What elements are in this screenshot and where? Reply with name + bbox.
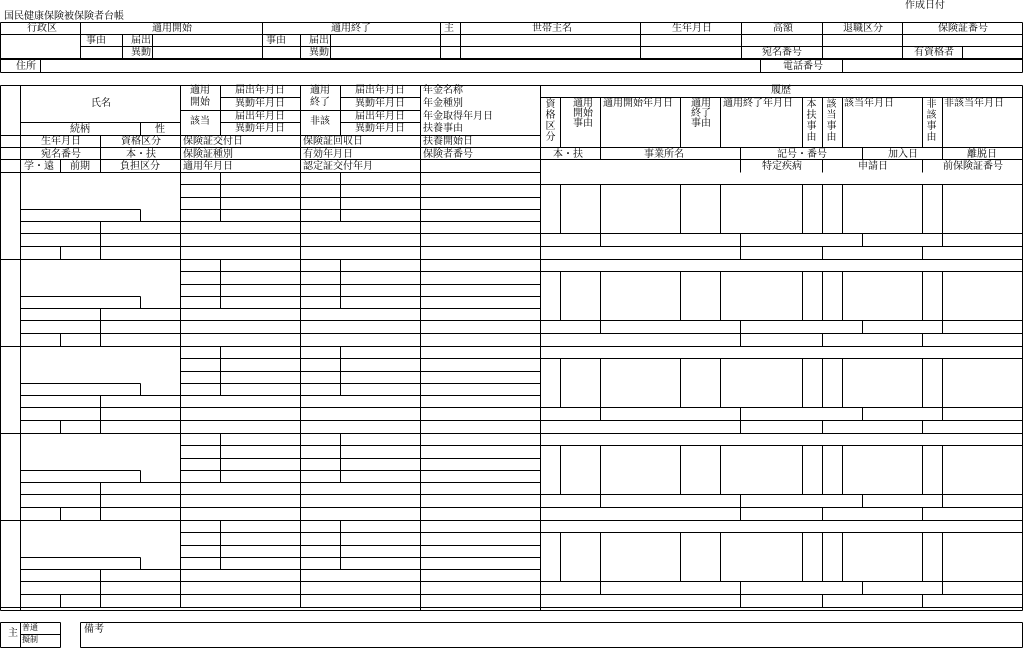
member-addressee-label: 宛名番号 <box>41 149 81 160</box>
form-title: 国民健康保険被保険者台帳 <box>4 11 124 22</box>
end-reason-label: 事由 <box>266 35 286 46</box>
member-birth-label: 生年月日 <box>41 136 81 147</box>
phone-label: 電話番号 <box>783 61 823 72</box>
hist-main-dep-reason: 本 扶 事 由 <box>806 99 817 143</box>
sex-label: 性 <box>155 124 165 135</box>
start-reason-label: 事由 <box>86 35 106 46</box>
card-recover-label: 保険証回収日 <box>303 136 363 147</box>
card-issue-label: 保険証交付日 <box>183 136 243 147</box>
remarks-label: 備考 <box>84 624 104 635</box>
history-title: 履歴 <box>771 85 791 96</box>
pension-type-label: 年金種別 <box>423 98 463 109</box>
hist-leave-date: 離脱日 <box>967 149 997 160</box>
apply-start-2: 開始 <box>190 97 210 108</box>
hist-not-app-date: 非該当年月日 <box>944 98 1004 109</box>
cert-issue-label: 認定証交付年月 <box>303 161 373 172</box>
hist-apply-start-reason: 適用開始事由 <box>573 98 593 129</box>
burden-label: 負担区分 <box>120 161 160 172</box>
hist-office: 事業所名 <box>644 149 684 160</box>
start-notif-date: 届出年月日 <box>235 85 285 96</box>
apply-start-1: 適用 <box>190 85 210 96</box>
apply-end-label: 適用終了 <box>331 23 371 34</box>
hist-apply-end-date: 適用終了年月日 <box>723 98 793 109</box>
not-applicable-label: 非該 <box>310 116 330 127</box>
footer-head: 主 <box>8 628 18 639</box>
nonapp-change-date: 異動年月日 <box>355 123 405 134</box>
hist-main-dep: 本・扶 <box>553 149 583 160</box>
address-label: 住所 <box>16 61 36 72</box>
apply-end-1: 適用 <box>310 85 330 96</box>
hist-not-app-reason: 非 該 事 由 <box>926 99 937 143</box>
created-date-label: 作成日付 <box>905 0 945 11</box>
head-mark: 主 <box>444 23 454 34</box>
applicable-label: 該当 <box>190 116 210 127</box>
admin-district-label: 行政区 <box>27 23 57 34</box>
retire-class-label: 退職区分 <box>843 23 883 34</box>
hist-apply-end-reason: 適用終了事由 <box>691 98 711 129</box>
hist-apply-start-date: 適用開始年月日 <box>603 98 673 109</box>
birth-date-label: 生年月日 <box>672 23 712 34</box>
hist-apply-date: 申請日 <box>858 161 888 172</box>
app-change-date: 異動年月日 <box>235 123 285 134</box>
high-amount-label: 高額 <box>773 23 793 34</box>
relation-label: 続柄 <box>70 124 90 135</box>
householder-label: 世帯主名 <box>532 23 572 34</box>
footer-normal: 普通 <box>22 623 38 632</box>
hist-applicable-date: 該当年月日 <box>844 98 894 109</box>
hist-qual-class: 資 格 区 分 <box>545 99 556 143</box>
hist-symbol-no: 記号・番号 <box>777 149 827 160</box>
insurer-no-label: 保険者番号 <box>423 149 473 160</box>
start-change-date: 異動年月日 <box>235 98 285 109</box>
hist-applicable-reason: 該 当 事 由 <box>826 99 837 143</box>
member-name-label: 氏名 <box>91 98 111 109</box>
app-notif-date: 届出年月日 <box>235 111 285 122</box>
insurance-card-no-label: 保険証番号 <box>938 23 988 34</box>
hist-prev-card: 前保険証番号 <box>943 161 1003 172</box>
early-label: 前期 <box>70 161 90 172</box>
end-change-date: 異動年月日 <box>355 98 405 109</box>
apply-end-2: 終了 <box>310 97 330 108</box>
pension-date-label: 年金取得年月日 <box>423 111 493 122</box>
footer-special: 擬制 <box>22 635 38 644</box>
end-notif-date: 届出年月日 <box>355 85 405 96</box>
apply-start-label: 適用開始 <box>152 23 192 34</box>
hist-disease: 特定疾病 <box>762 161 802 172</box>
card-type-label: 保険証種別 <box>183 149 233 160</box>
end-notification-label: 届出 <box>309 35 329 46</box>
support-start-label: 扶養開始日 <box>423 136 473 147</box>
start-change-label: 異動 <box>131 47 151 58</box>
valid-until-label: 有効年月日 <box>303 149 353 160</box>
support-reason-label: 扶養事由 <box>423 123 463 134</box>
qualified-label: 有資格者 <box>914 47 954 58</box>
pension-name-label: 年金名称 <box>423 85 463 96</box>
hist-join-date: 加入日 <box>888 149 918 160</box>
nonapp-notif-date: 届出年月日 <box>355 111 405 122</box>
end-change-label: 異動 <box>309 47 329 58</box>
member-main-dep-label: 本・扶 <box>126 149 156 160</box>
qual-class-label: 資格区分 <box>121 136 161 147</box>
apply-date-label: 適用年月日 <box>183 161 233 172</box>
school-label: 学・遠 <box>24 161 54 172</box>
start-notification-label: 届出 <box>131 35 151 46</box>
addressee-no-label: 宛名番号 <box>762 47 802 58</box>
